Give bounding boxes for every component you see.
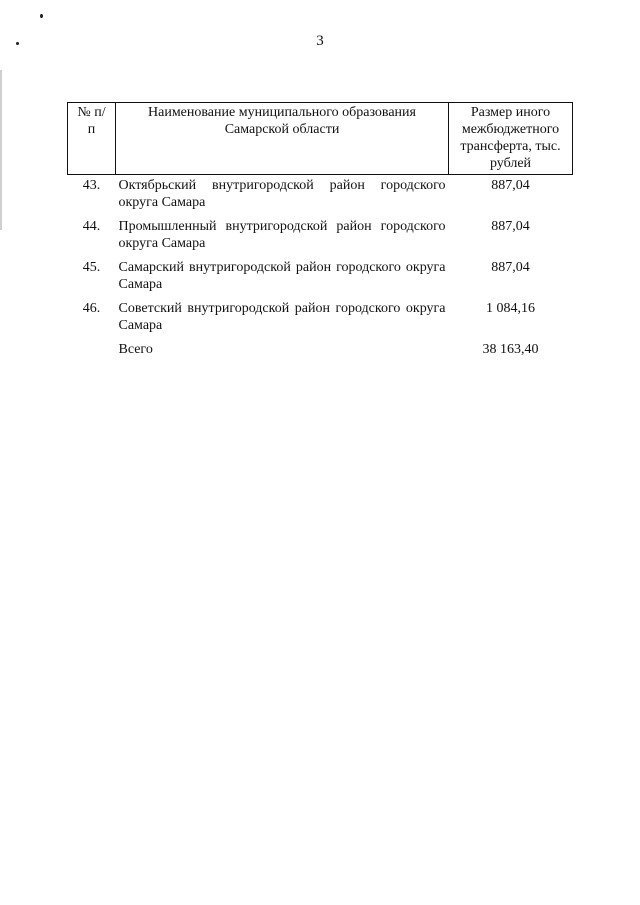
row-name: Советский внутригородской район городского округа Самара [118,301,446,333]
table-body [68,175,573,364]
page-number: 3 [316,33,324,49]
row-num: 43. [82,178,101,193]
row-amount: 887,04 [491,260,530,275]
row-num: 44. [82,219,101,234]
total-amount: 38 163,40 [482,342,539,357]
header-amount [449,103,573,175]
row-name: Самарский внутригородской район городского округа Самара [118,260,446,292]
header-name-label: Наименование муниципального образования Самарской области [148,105,416,137]
scan-speck [40,14,43,18]
row-amount: 887,04 [491,178,530,193]
row-name: Промышленный внутригородской район городского округа Самара [118,219,446,251]
table-header-row [68,103,573,175]
row-amount: 887,04 [491,219,530,234]
table-header [68,103,573,175]
row-amount: 1 084,16 [486,301,535,316]
table-row [68,216,573,257]
scan-edge-line [0,70,2,230]
row-name: Октябрьский внутригородской район городского округа Самара [118,178,446,210]
header-name [116,103,449,175]
total-num-cell [68,339,116,363]
table-row [68,298,573,339]
total-label: Всего [118,342,153,357]
header-num-label: № п/п [77,105,106,137]
row-num: 46. [82,301,101,316]
transfer-table [67,102,573,363]
total-row [68,339,573,363]
table-row [68,257,573,298]
table-row [68,175,573,217]
header-num [68,103,116,175]
row-num: 45. [82,260,101,275]
header-amount-label: Размер иного межбюджетного трансферта, тыс. рублей [460,105,561,171]
